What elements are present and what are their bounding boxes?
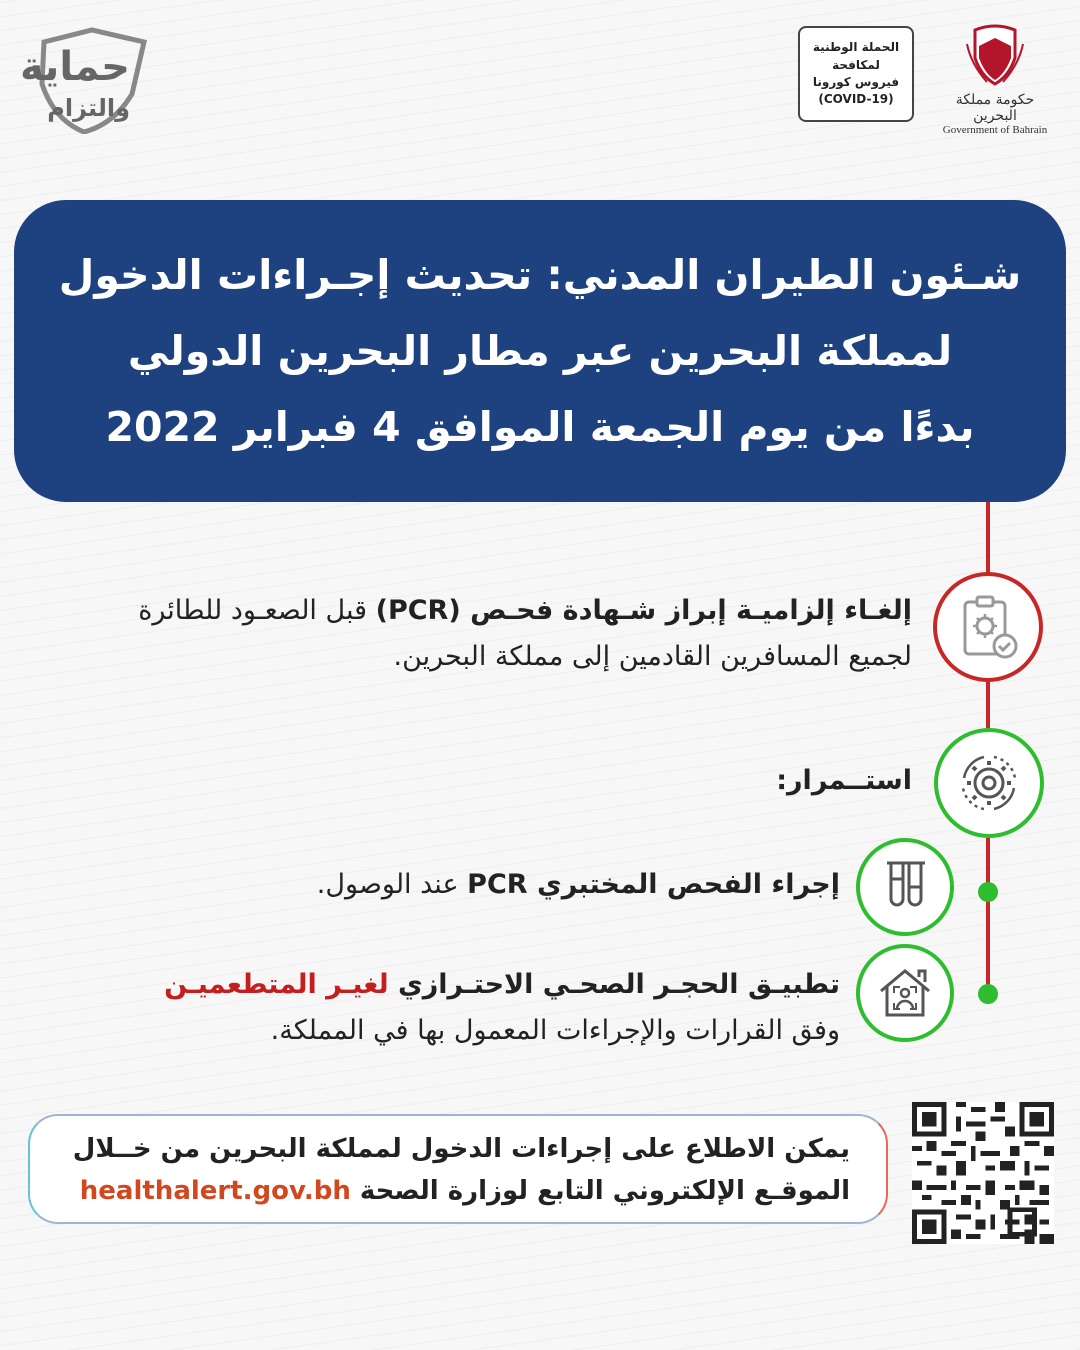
government-logo [940,24,1050,134]
item3-text [317,862,840,908]
campaign-badge-line: الحملة الوطنية [812,40,900,55]
title-line2: لمملكة البحرين عبر مطار البحرين الدولي [127,327,953,375]
item1-text [138,588,912,680]
item4-line2: وفق القرارات والإجراءات المعمول بها في المملكة. [270,1015,840,1046]
himaya-logo-line1: حماية [20,44,130,90]
campaign-badge-line: لمكافحة [832,57,880,72]
item1-rest: قبل الصعـود للطائرة [138,595,376,626]
campaign-badge-line: فيروس كورونا [812,75,900,89]
title-line3: بدءًا من يوم الجمعة الموافق 4 فبراير 2022 [105,403,975,451]
himaya-logo-line2: والتزام [47,94,130,122]
bahrain-emblem-icon [965,24,1025,88]
item4-highlight: لغيـر المتطعميـن [164,969,398,1000]
cycle-gear-icon [954,748,1024,818]
item4-circle [856,944,954,1042]
item2-circle [934,728,1044,838]
government-name-english: Government of Bahrain [942,124,1048,136]
timeline-dot [978,882,998,902]
info-line2: الموقـع الإلكتروني التابع لوزارة الصحة [359,1176,850,1206]
item2-text [776,758,912,804]
website-link[interactable]: healthalert.gov.bh [79,1176,351,1206]
campaign-badge [798,26,914,122]
himaya-logo [20,24,134,124]
item3-rest: عند الوصول. [316,869,468,900]
test-tubes-icon [877,857,933,917]
government-name-arabic: حكومة مملكة البحرين [955,92,1035,124]
item3-bold: إجراء الفحص المختبري PCR [467,869,840,900]
item1-line2: لجميع المسافرين القادمين إلى مملكة البحرين. [393,641,912,672]
title-banner [14,200,1066,502]
info-box [28,1114,888,1224]
timeline-dot [978,984,998,1004]
item4-text [164,962,840,1054]
clipboard-virus-check-icon [953,592,1023,662]
item1-bold: إلغـاء إلزاميـة إبراز شـهادة فحـص (PCR) [375,595,912,626]
item4-bold: تطبيـق الحجـر الصحـي الاحتـرازي [398,969,840,1000]
item2-bold: استــمرار: [776,765,912,796]
item1-circle [933,572,1043,682]
home-quarantine-icon [875,963,935,1023]
info-line1: يمكن الاطلاع على إجراءات الدخول لمملكة البحرين من خــلال [72,1134,850,1164]
info-text [73,1128,850,1212]
qr-code-icon[interactable] [912,1102,1054,1244]
campaign-badge-line: (COVID-19) [818,92,894,107]
title-line1: شـئون الطيران المدني: تحديث إجـراءات الدخول [58,251,1022,299]
item3-circle [856,838,954,936]
